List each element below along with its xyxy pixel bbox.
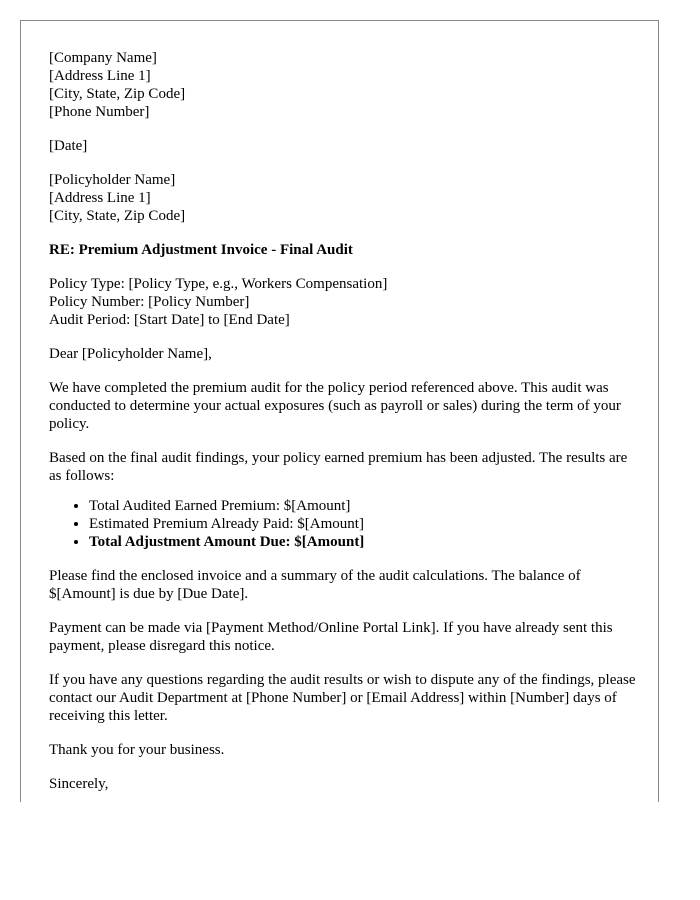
recipient-address-block <box>49 171 639 225</box>
paragraph-results-intro: Based on the final audit findings, your policy earned premium has been adjusted. The results are as follows: <box>49 450 628 484</box>
audit-period: Audit Period: [Start Date] to [End Date] <box>49 312 290 328</box>
paragraph-audit-completed: We have completed the premium audit for the policy period referenced above. This audit was conducted to determine your actual exposures (such as payroll or sales) during the term of your policy. <box>49 380 621 432</box>
sender-city-state-zip: [City, State, Zip Code] <box>49 86 186 102</box>
closing-thanks: Thank you for your business. <box>49 742 225 758</box>
sender-company-name: [Company Name] <box>49 50 157 66</box>
subject-line: RE: Premium Adjustment Invoice - Final Audit <box>49 242 353 258</box>
letter-page <box>20 20 659 802</box>
policy-details-block <box>49 275 639 329</box>
sender-address-block <box>49 49 639 121</box>
sender-phone-number: [Phone Number] <box>49 104 150 120</box>
list-item-audited-premium: • Total Audited Earned Premium: $[Amount] <box>89 497 639 515</box>
list-item-premium-paid: • Estimated Premium Already Paid: $[Amount] <box>89 515 639 533</box>
list-item-adjustment-due: • Total Adjustment Amount Due: $[Amount] <box>89 533 639 551</box>
recipient-name: [Policyholder Name] <box>49 172 176 188</box>
policy-number: Policy Number: [Policy Number] <box>49 294 250 310</box>
letter-content <box>49 49 639 802</box>
sender-address-line-1: [Address Line 1] <box>49 68 151 84</box>
letter-date: [Date] <box>49 138 88 154</box>
policy-type: Policy Type: [Policy Type, e.g., Workers Compensation] <box>49 276 388 292</box>
paragraph-payment-method: Payment can be made via [Payment Method/Online Portal Link]. If you have already sent this payment, please disregard this notice. <box>49 620 613 654</box>
signoff: Sincerely, <box>49 776 109 792</box>
salutation: Dear [Policyholder Name], <box>49 346 212 362</box>
results-list <box>49 497 639 551</box>
paragraph-questions-contact: If you have any questions regarding the audit results or wish to dispute any of the findings, please contact our Audit Department at [Phone Number] or [Email Address] within [Number] days of receiving this letter. <box>49 672 636 724</box>
recipient-city-state-zip: [City, State, Zip Code] <box>49 208 186 224</box>
recipient-address-line-1: [Address Line 1] <box>49 190 151 206</box>
paragraph-invoice-enclosed: Please find the enclosed invoice and a summary of the audit calculations. The balance of $[Amount] is due by [Due Date]. <box>49 568 581 602</box>
